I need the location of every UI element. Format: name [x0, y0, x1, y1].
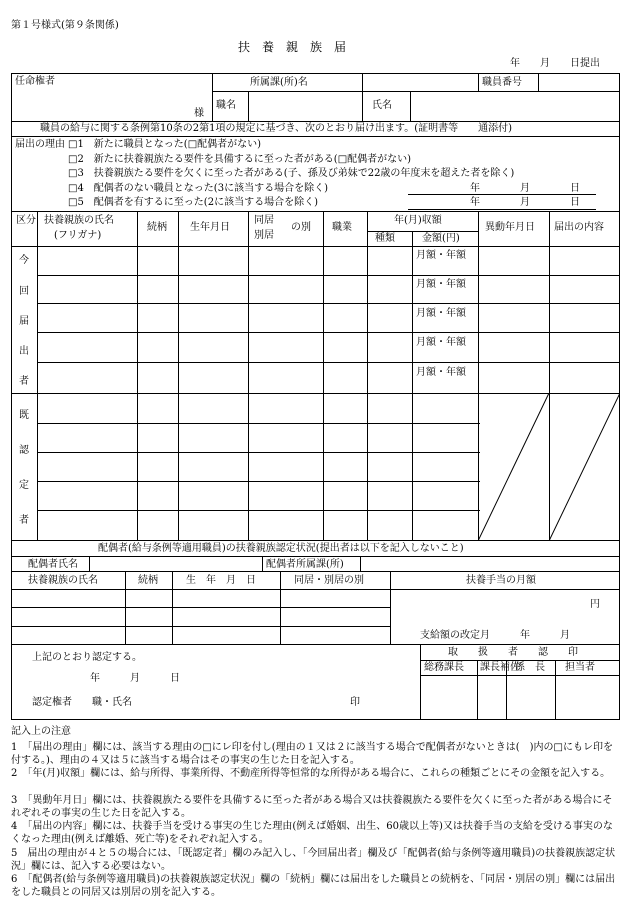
- income-cell-1[interactable]: 月額・年額: [416, 250, 466, 261]
- reason-label: 届出の理由: [15, 139, 65, 150]
- spouse-dept-label: 配偶者所属課(所): [266, 559, 344, 570]
- reason-1[interactable]: □1 新たに職員となった(□配偶者がない): [68, 139, 262, 150]
- spouse-h-live: 同居・別居の別: [294, 575, 364, 586]
- cur-label-3: 届: [19, 316, 29, 327]
- applicant-box: [11, 73, 620, 122]
- reason-5-date[interactable]: 年 月 日: [470, 197, 580, 208]
- approval-authority: 認定権者 職・氏名: [32, 697, 132, 708]
- reason-5[interactable]: □5 配偶者を有するに至った(2に該当する場合を除く): [68, 197, 318, 208]
- cur-label-5: 者: [19, 376, 29, 387]
- h-job: 職業: [332, 222, 352, 233]
- reason-3[interactable]: □3 扶養親族たる要件を欠くに至った者がある(子、孫及び弟妹で22歳の年度末を超えた者を除く): [68, 168, 515, 179]
- role-tanto: 担当者: [565, 662, 595, 673]
- income-cell-5[interactable]: 月額・年額: [416, 367, 466, 378]
- past-label-1: 既: [19, 410, 29, 421]
- spouse-h-allowance: 扶養手当の月額: [466, 575, 536, 586]
- h-amount: 金額(円): [422, 233, 460, 244]
- seal-mark: 印: [350, 697, 360, 708]
- revise-month: 支給額の改定月 年 月: [420, 630, 570, 641]
- notes-title: 記入上の注意: [11, 726, 71, 737]
- role-hosa: 課長補佐: [480, 662, 520, 673]
- spouse-h-rel: 続柄: [138, 575, 158, 586]
- h-kubun: 区分: [16, 215, 36, 226]
- approval-text: 上記のとおり認定する。: [32, 652, 142, 663]
- cur-label-4: 出: [19, 346, 29, 357]
- h-birth: 生年月日: [190, 222, 230, 233]
- reason-2[interactable]: □2 新たに扶養親族たる要件を具備するに至った者がある(□配偶者がない): [68, 154, 412, 165]
- past-label-3: 定: [19, 480, 29, 491]
- appointer-label: 任命権者: [15, 76, 55, 87]
- form-title: 扶 養 親 族 届: [238, 40, 347, 54]
- spouse-h-name: 扶養親族の氏名: [28, 575, 98, 586]
- h-live-1: 同居: [254, 215, 274, 226]
- note-6: 6 「配偶者(給与条例等適用職員)の扶養親族認定状況」欄の「続柄」欄には届出をした職員との続柄を、「同居・別居の別」欄には届出をした職員との同居又は別居の別を記入する。: [11, 874, 616, 898]
- h-furigana: (フリガナ): [54, 230, 102, 241]
- name-label: 氏名: [372, 100, 392, 111]
- note-4: 4 「届出の内容」欄には、扶養手当を受ける事実の生じた理由(例えば婚姻、出生、60歳以上等)又は扶養手当の支給を受ける事実のなくなった理由(例えば離婚、死亡等)をそれぞれ記入する。: [11, 821, 613, 845]
- income-cell-2[interactable]: 月額・年額: [416, 279, 466, 290]
- h-live-2: 別居: [254, 230, 274, 241]
- cur-label-2: 回: [19, 286, 29, 297]
- note-2: 2 「年(月)収額」欄には、給与所得、事業所得、不動産所得等恒常的な所得がある場合に、これらの種類ごとにその金額を記入する。: [11, 768, 611, 779]
- form-number: 第１号様式(第９条関係): [11, 20, 119, 31]
- staff-no-label: 職員番号: [482, 77, 522, 88]
- note-3: 3 「異動年月日」欄には、扶養親族たる要件を具備するに至った者がある場合又は扶養親族たる要件を欠くに至った者がある場合にそれぞれその事実の生じた日を記入する。: [11, 795, 613, 819]
- h-relation: 続柄: [147, 222, 167, 233]
- reason-4-date[interactable]: 年 月 日: [470, 183, 580, 194]
- h-kind: 種類: [375, 233, 395, 244]
- approval-date: 年 月 日: [90, 673, 180, 684]
- spouse-h-birth: 生 年 月 日: [186, 575, 256, 586]
- income-cell-4[interactable]: 月額・年額: [416, 337, 466, 348]
- role-soumu: 総務課長: [424, 662, 464, 673]
- past-label-2: 認: [19, 445, 29, 456]
- note-5: 5 届出の理由が４と５の場合には、「既認定者」欄のみ記入し、「今回届出者」欄及び「配偶者(給与条例等適用職員)の扶養親族認定状況」欄には、記入する必要はない。: [11, 848, 616, 872]
- reason-4[interactable]: □4 配偶者のない職員となった(3に該当する場合を除く): [68, 183, 328, 194]
- role-kakari: 係 長: [515, 662, 545, 673]
- intro-text: 職員の給与に関する条例第10条の2第1項の規定に基づき、次のとおり届け出ます。(証明書等 通添付): [40, 123, 513, 134]
- h-income: 年(月)収額: [394, 215, 442, 226]
- handling-label: 取 扱 者 認 印: [448, 647, 578, 658]
- dept-label: 所属課(所)名: [250, 77, 308, 88]
- submit-date-label: 年 月 日提出: [510, 58, 600, 69]
- h-content: 届出の内容: [554, 222, 604, 233]
- past-slashes: [478, 393, 620, 541]
- note-1: 1 「届出の理由」欄には、該当する理由の□にレ印を付し(理由の１又は２に該当する場合で配偶者がないときは( )内の□にもレ印を付する。)、理由の４又は５に該当する場合はその事実の生じた日を記入する。: [11, 742, 613, 766]
- spouse-name-label: 配偶者氏名: [28, 559, 78, 570]
- cur-label-1: 今: [19, 255, 29, 266]
- income-cell-3[interactable]: 月額・年額: [416, 308, 466, 319]
- h-change: 異動年月日: [485, 222, 535, 233]
- position-label: 職名: [216, 100, 236, 111]
- sama-label: 様: [194, 108, 204, 119]
- allowance-yen: 円: [590, 599, 600, 610]
- h-name: 扶養親族の氏名: [44, 215, 114, 226]
- h-live-3: の別: [291, 222, 311, 233]
- past-label-4: 者: [19, 515, 29, 526]
- spouse-title: 配偶者(給与条例等適用職員)の扶養親族認定状況(提出者は以下を記入しないこと): [98, 543, 464, 554]
